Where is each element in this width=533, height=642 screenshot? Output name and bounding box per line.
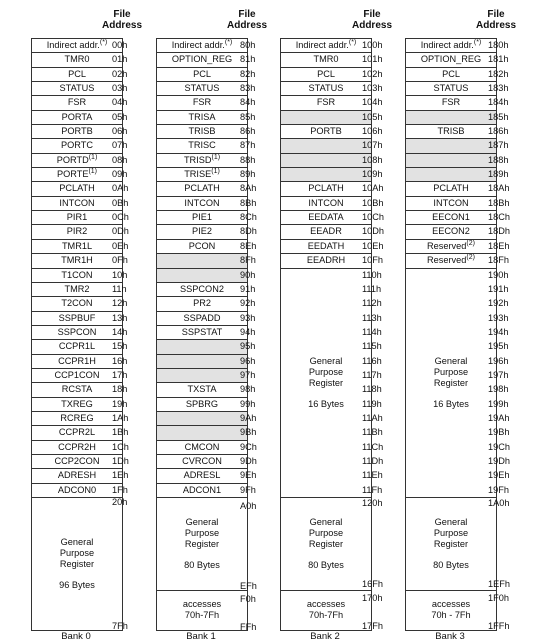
register-cell: EEADRH [281, 254, 371, 268]
register-address: 195h [488, 341, 509, 352]
register-address: 10Ah [362, 183, 384, 194]
register-address: 19Bh [488, 427, 510, 438]
register-cell: TMR0 [281, 53, 371, 67]
region-boundary-address: A0h [240, 501, 257, 512]
register-cell: ADCON0 [32, 484, 122, 498]
register-address: 95h [240, 341, 256, 352]
register-cell: Indirect addr.(*) [32, 39, 122, 53]
register-cell: Indirect addr.(*) [157, 39, 247, 53]
register-cell: PCL [281, 68, 371, 82]
register-cell: FSR [281, 96, 371, 110]
register-address: 100h [362, 40, 383, 50]
bank-3-addresses [488, 38, 522, 497]
register-cell: TRISA [157, 111, 247, 125]
register-address: 12h [112, 298, 128, 309]
register-cell: FSR [406, 96, 496, 110]
register-cell: STATUS [281, 82, 371, 96]
unimplemented-register [157, 254, 247, 268]
bank-label: Bank 2 [310, 631, 340, 642]
register-address: 11h [112, 283, 127, 294]
register-cell: CVRCON [157, 455, 247, 469]
region-boundary-address: 16Fh [362, 579, 383, 589]
register-address: 08h [112, 154, 128, 165]
register-address: 115h [362, 341, 382, 352]
register-cell: CCPR1H [32, 355, 122, 369]
register-address: 18Ch [488, 212, 510, 223]
register-address: 03h [112, 83, 128, 94]
register-address: 02h [112, 68, 128, 79]
register-address: 0Ch [112, 212, 129, 223]
file-address-header: File Address [351, 9, 392, 31]
register-cell: T2CON [32, 297, 122, 311]
register-address: 189h [488, 169, 509, 180]
register-address: 190h [488, 269, 509, 280]
register-address: 98h [240, 384, 256, 395]
register-address: 93h [240, 312, 256, 323]
register-address: 186h [488, 126, 509, 137]
unimplemented-register [157, 340, 247, 354]
register-cell: PIE1 [157, 211, 247, 225]
register-cell: T1CON [32, 269, 122, 283]
register-address: 1Eh [112, 470, 129, 481]
register-address: 87h [240, 140, 256, 151]
general-purpose-register-block: General Purpose Register 16 Bytes [406, 269, 496, 499]
general-purpose-register-block: General Purpose Register 80 Bytes [281, 498, 371, 591]
register-address: 114h [362, 326, 382, 337]
register-address: 1Bh [112, 427, 129, 438]
register-cell: CCPR1L [32, 340, 122, 354]
register-cell: TMR2 [32, 283, 122, 297]
region-boundary-address: 170h [362, 593, 383, 603]
register-address: 0Ah [112, 183, 129, 194]
register-address: 18h [112, 384, 128, 395]
register-address: 96h [240, 355, 256, 366]
unimplemented-register [406, 111, 496, 125]
register-cell: TRISD$^{(1)}$ [157, 154, 247, 168]
register-address: 18Fh [488, 255, 509, 266]
register-address: 18Eh [488, 240, 510, 251]
unimplemented-register [157, 355, 247, 369]
register-address: 84h [240, 97, 256, 108]
register-cell: PCL [406, 68, 496, 82]
region-boundary-address: F0h [240, 594, 256, 604]
region-boundary-address: EFh [240, 581, 257, 591]
register-cell: PCL [157, 68, 247, 82]
bank-0-column [31, 38, 123, 631]
register-cell: PORTC [32, 139, 122, 153]
register-address: 99h [240, 398, 256, 409]
register-address: 16h [112, 355, 128, 366]
general-purpose-register-block: General Purpose Register 80 Bytes [157, 498, 247, 591]
register-address: 103h [362, 83, 383, 94]
register-cell: CMCON [157, 441, 247, 455]
file-address-header: File Address [226, 9, 267, 31]
register-address: 9Ch [240, 441, 257, 452]
register-cell: OPTION_REG [157, 53, 247, 67]
unimplemented-register [157, 412, 247, 426]
register-address: 117h [362, 369, 382, 380]
unimplemented-register [157, 426, 247, 440]
register-address: 0Eh [112, 240, 129, 251]
unimplemented-register [406, 154, 496, 168]
register-address: 116h [362, 355, 382, 366]
register-address: 0Bh [112, 197, 129, 208]
register-address: 0Dh [112, 226, 129, 237]
register-address: 10h [112, 269, 128, 280]
register-address: 88h [240, 154, 256, 165]
register-cell: TMR1L [32, 240, 122, 254]
register-address: 8Bh [240, 197, 257, 208]
register-address: 11Bh [362, 427, 383, 438]
register-cell: Indirect addr.(*) [281, 39, 371, 53]
register-address: 09h [112, 169, 128, 180]
register-address: 9Ah [240, 412, 257, 423]
register-address: 14h [112, 326, 128, 337]
register-cell: SPBRG [157, 398, 247, 412]
register-address: 94h [240, 326, 256, 337]
region-boundary-address: 1EFh [488, 579, 510, 589]
register-cell: Reserved$^{(2)}$ [406, 254, 496, 268]
register-address: 104h [362, 97, 383, 108]
register-address: 11Fh [362, 484, 383, 495]
register-address: 10Eh [362, 240, 384, 251]
register-address: 107h [362, 140, 383, 151]
register-address: 80h [240, 40, 256, 50]
register-cell: PORTB [32, 125, 122, 139]
unimplemented-register [157, 269, 247, 283]
register-cell: CCP1CON [32, 369, 122, 383]
register-address: 13h [112, 312, 128, 323]
register-address: 85h [240, 111, 256, 122]
register-cell: PIR1 [32, 211, 122, 225]
register-cell: ADRESL [157, 469, 247, 483]
register-address: 18Dh [488, 226, 510, 237]
register-address: 10Bh [362, 197, 384, 208]
register-address: 15h [112, 341, 128, 352]
register-address: 07h [112, 140, 128, 151]
register-cell: FSR [157, 96, 247, 110]
register-address: 11Ah [362, 412, 383, 423]
register-address: 19h [112, 398, 128, 409]
register-address: 01h [112, 54, 128, 65]
register-address: 04h [112, 97, 128, 108]
register-address: 193h [488, 312, 509, 323]
register-cell: PCL [32, 68, 122, 82]
register-cell: PORTE$^{(1)}$ [32, 168, 122, 182]
general-purpose-register-block: General Purpose Register 80 Bytes [406, 498, 496, 591]
region-boundary-address: 1F0h [488, 593, 509, 603]
register-address: 06h [112, 126, 128, 137]
bank-label: Bank 3 [435, 631, 465, 642]
register-cell: RCSTA [32, 383, 122, 397]
register-address: 11Ch [362, 441, 384, 452]
register-address: 10Fh [362, 255, 383, 266]
register-cell: STATUS [406, 82, 496, 96]
bank-2-addresses [362, 38, 396, 497]
register-address: 11Dh [362, 455, 384, 466]
register-address: 110h [362, 269, 382, 280]
register-cell: INTCON [157, 197, 247, 211]
register-address: 10Ch [362, 212, 384, 223]
register-address: 192h [488, 298, 509, 309]
register-cell: TRISB [157, 125, 247, 139]
register-address: 199h [488, 398, 509, 409]
register-cell: SSPADD [157, 312, 247, 326]
bank-1-column [156, 38, 248, 631]
register-address: 112h [362, 298, 382, 309]
register-address: 19Ch [488, 441, 510, 452]
bank-1-addresses [240, 38, 274, 497]
register-cell: SSPBUF [32, 312, 122, 326]
register-address: 194h [488, 326, 509, 337]
unimplemented-register [281, 154, 371, 168]
register-cell: PORTD$^{(1)}$ [32, 154, 122, 168]
register-address: 89h [240, 169, 256, 180]
register-cell: TXSTA [157, 383, 247, 397]
register-cell: SSPCON2 [157, 283, 247, 297]
register-address: 86h [240, 126, 256, 137]
register-cell: TMR0 [32, 53, 122, 67]
register-address: 18Ah [488, 183, 510, 194]
register-cell: PCLATH [157, 182, 247, 196]
register-cell: SSPCON [32, 326, 122, 340]
access-mirror-block: accesses 70h-7Fh [182, 599, 222, 621]
register-address: 188h [488, 154, 509, 165]
register-cell: Reserved$^{(2)}$ [406, 240, 496, 254]
register-address: 0Fh [112, 255, 128, 266]
register-cell: PCON [157, 240, 247, 254]
register-cell: PR2 [157, 297, 247, 311]
register-address: 9Eh [240, 470, 257, 481]
region-boundary-address: 120h [362, 498, 383, 509]
register-address: 196h [488, 355, 509, 366]
register-cell: PCLATH [281, 182, 371, 196]
bank-3-column [405, 38, 497, 631]
register-cell: Indirect addr.(*) [406, 39, 496, 53]
register-cell: STATUS [32, 82, 122, 96]
register-address: 1Fh [112, 484, 128, 495]
register-address: 105h [362, 111, 383, 122]
register-cell: EECON2 [406, 225, 496, 239]
register-address: 82h [240, 68, 256, 79]
register-cell: CCPR2H [32, 441, 122, 455]
register-cell: TXREG [32, 398, 122, 412]
unimplemented-register [406, 139, 496, 153]
register-cell: INTCON [406, 197, 496, 211]
register-address: 109h [362, 169, 383, 180]
bank-0-addresses [112, 38, 146, 497]
unimplemented-register [281, 111, 371, 125]
register-address: 185h [488, 111, 509, 122]
register-cell: TMR1H [32, 254, 122, 268]
register-address: 180h [488, 40, 509, 50]
register-cell: PORTA [32, 111, 122, 125]
region-boundary-address: 1A0h [488, 498, 510, 509]
register-address: 10Dh [362, 226, 384, 237]
general-purpose-register-block: General Purpose Register 96 Bytes [59, 536, 95, 590]
register-address: 197h [488, 369, 509, 380]
register-address: 118h [362, 384, 382, 395]
register-cell: INTCON [281, 197, 371, 211]
region-boundary-address: 7Fh [112, 621, 128, 631]
register-address: 8Fh [240, 255, 256, 266]
register-cell: ADCON1 [157, 484, 247, 498]
register-address: 1Ch [112, 441, 129, 452]
register-cell: CCP2CON [32, 455, 122, 469]
register-address: 182h [488, 68, 509, 79]
register-address: 101h [362, 54, 383, 65]
register-address: 8Dh [240, 226, 257, 237]
file-address-header: File Address [475, 9, 516, 31]
unimplemented-register [157, 369, 247, 383]
register-address: 05h [112, 111, 128, 122]
register-cell: EEADR [281, 225, 371, 239]
register-address: 19Eh [488, 470, 510, 481]
bank-label: Bank 1 [186, 631, 216, 642]
register-address: 1Dh [112, 455, 129, 466]
register-address: 191h [488, 283, 509, 294]
register-address: 102h [362, 68, 383, 79]
register-address: 90h [240, 269, 256, 280]
bank-2-column [280, 38, 372, 631]
register-address: 81h [240, 54, 256, 65]
register-cell: FSR [32, 96, 122, 110]
register-cell: PIR2 [32, 225, 122, 239]
register-address: 119h [362, 398, 382, 409]
register-address: 8Ch [240, 212, 257, 223]
register-address: 106h [362, 126, 383, 137]
register-cell: INTCON [32, 197, 122, 211]
register-address: 187h [488, 140, 509, 151]
register-cell: EECON1 [406, 211, 496, 225]
register-cell: TRISB [406, 125, 496, 139]
register-address: 111h [362, 283, 382, 294]
register-address: 00h [112, 40, 128, 50]
register-cell: ADRESH [32, 469, 122, 483]
register-address: 92h [240, 298, 256, 309]
region-boundary-address: FFh [240, 622, 257, 632]
register-cell: STATUS [157, 82, 247, 96]
register-address: 11Eh [362, 470, 383, 481]
region-boundary-address: 17Fh [362, 621, 383, 631]
region-boundary-address: 20h [112, 497, 128, 508]
register-address: 108h [362, 154, 383, 165]
register-address: 9Bh [240, 427, 257, 438]
register-address: 97h [240, 369, 256, 380]
register-address: 198h [488, 384, 509, 395]
register-address: 1Ah [112, 412, 129, 423]
register-cell: TRISC [157, 139, 247, 153]
register-cell: EEDATH [281, 240, 371, 254]
region-boundary-address: 1FFh [488, 621, 510, 631]
register-address: 83h [240, 83, 256, 94]
register-address: 9Fh [240, 484, 256, 495]
register-cell: PCLATH [406, 182, 496, 196]
unimplemented-register [406, 168, 496, 182]
register-cell: SSPSTAT [157, 326, 247, 340]
register-cell: CCPR2L [32, 426, 122, 440]
register-cell: EEDATA [281, 211, 371, 225]
access-mirror-block: accesses 70h-7Fh [306, 599, 346, 621]
register-address: 17h [112, 369, 128, 380]
unimplemented-register [281, 139, 371, 153]
register-address: 181h [488, 54, 509, 65]
bank-label: Bank 0 [61, 631, 91, 642]
register-cell: RCREG [32, 412, 122, 426]
register-address: 183h [488, 83, 509, 94]
register-address: 19Fh [488, 484, 509, 495]
register-address: 113h [362, 312, 382, 323]
register-address: 19Ah [488, 412, 510, 423]
register-address: 91h [240, 283, 256, 294]
register-cell: PCLATH [32, 182, 122, 196]
unimplemented-register [281, 168, 371, 182]
file-address-header: File Address [101, 9, 142, 31]
register-address: 8Eh [240, 240, 257, 251]
general-purpose-register-block: General Purpose Register 16 Bytes [281, 269, 371, 499]
register-cell: PIE2 [157, 225, 247, 239]
register-cell: TRISE$^{(1)}$ [157, 168, 247, 182]
register-cell: OPTION_REG [406, 53, 496, 67]
register-address: 19Dh [488, 455, 510, 466]
register-address: 8Ah [240, 183, 257, 194]
register-address: 9Dh [240, 455, 257, 466]
register-cell: PORTB [281, 125, 371, 139]
register-address: 18Bh [488, 197, 510, 208]
register-address: 184h [488, 97, 509, 108]
access-mirror-block: accesses 70h - 7Fh [431, 599, 471, 621]
